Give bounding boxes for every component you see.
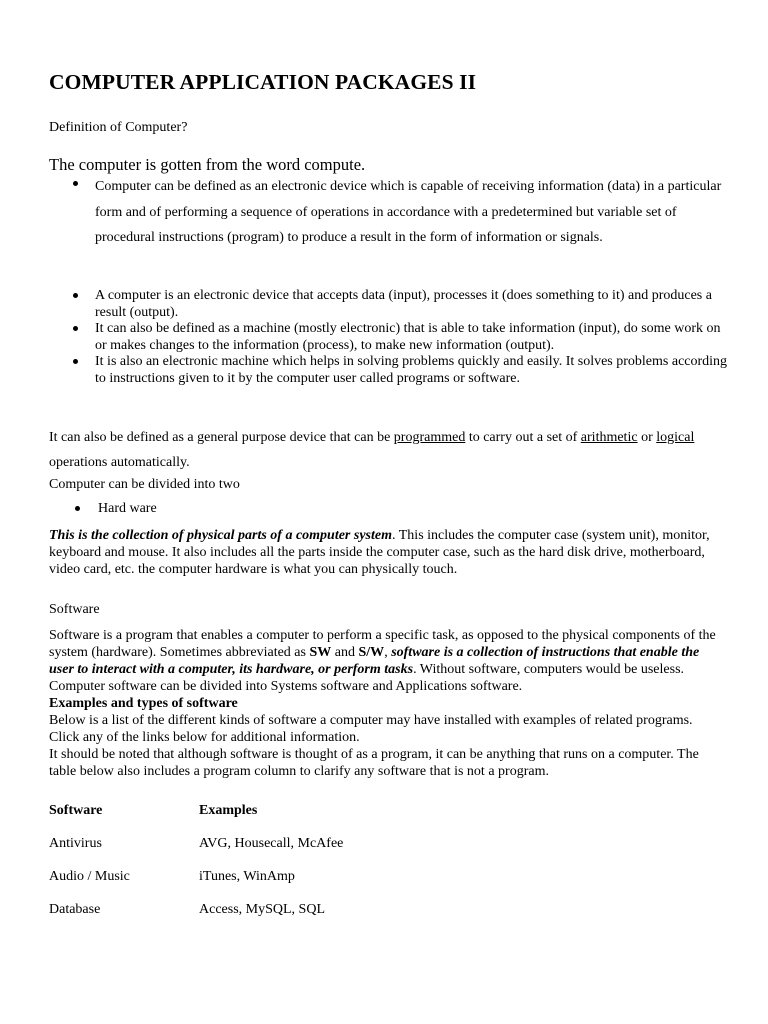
arithmetic-link[interactable]: arithmetic — [580, 430, 638, 445]
examples-heading: Examples and types of software — [49, 696, 238, 711]
hardware-paragraph — [49, 527, 724, 578]
software-paragraph — [49, 627, 724, 780]
bullet-item: Computer can be defined as an electronic device which is capable of receiving information (data) in a particular form and of performing a sequence of operations in accordance with a predetermined but variable set of procedural instructions (program) to produce a result in the form of information or signals. — [49, 174, 728, 251]
table-row — [49, 901, 343, 934]
software-list-intro: Below is a list of the different kinds of software a computer may have installed with examples of related programs. Click any of the links below for additional information. — [49, 713, 693, 745]
general-purpose-paragraph — [49, 425, 724, 475]
column-header-examples: Examples — [199, 803, 258, 818]
text-run: Software is a program that enables a computer to perform a specific task, as opposed to the physical components of the system (hardware). Sometimes abbreviated as — [49, 628, 716, 660]
text-run: , — [384, 645, 392, 660]
software-definition-emphasis: software is a collection of instructions that enable the user to interact with a computer, its hardware, or perform tasks — [49, 645, 700, 677]
examples-cell: Access, MySQL, SQL — [199, 902, 325, 917]
s-w-abbreviation: S/W — [358, 645, 385, 660]
text-run: operations automatically. — [49, 455, 190, 470]
divided-into-text: Computer can be divided into two — [49, 477, 240, 492]
text-run: . Without software, computers would be useless. Computer software can be divided into Systems software and Applications software. — [49, 662, 685, 694]
table-row — [49, 835, 343, 868]
software-examples-table — [49, 802, 343, 934]
text-run: . This includes the computer case (system unit), monitor, keyboard and mouse. It also includes all the parts inside the computer case, such as the hard disk drive, motherboard, video card, etc. the computer hardware is what you can physically touch. — [49, 528, 710, 577]
software-program-note: It should be noted that although software is thought of as a program, it can be anything that runs on a computer. The table below also includes a program column to clarify any software that is not a program. — [49, 747, 699, 779]
text-run: and — [331, 645, 359, 660]
sw-abbreviation: SW — [309, 645, 332, 660]
definition-question: Definition of Computer? — [49, 120, 188, 135]
logical-link[interactable]: logical — [656, 430, 695, 445]
software-cell: Database — [49, 902, 101, 917]
software-heading: Software — [49, 602, 100, 617]
text-run: or — [637, 430, 657, 445]
software-cell: Audio / Music — [49, 869, 130, 884]
bullet-item: It is also an electronic machine which helps in solving problems quickly and easily. It solves problems according to instructions given to it by the computer user called programs or software. — [49, 354, 728, 387]
examples-cell: AVG, Housecall, McAfee — [199, 836, 344, 851]
lead-sentence: The computer is gotten from the word compute. — [49, 155, 366, 174]
hardware-bullet: Hard ware — [49, 500, 157, 517]
text-run: It can also be defined as a general purpose device that can be — [49, 430, 394, 445]
bullet-item: It can also be defined as a machine (mostly electronic) that is able to take information (input), do some work on or makes changes to the information (process), to make new information (output). — [49, 321, 728, 354]
text-run: to carry out a set of — [465, 430, 581, 445]
examples-cell: iTunes, WinAmp — [199, 869, 295, 884]
definition-bullets-primary — [49, 174, 728, 251]
table-row — [49, 868, 343, 901]
table-header-row — [49, 802, 343, 835]
bullet-item: A computer is an electronic device that accepts data (input), processes it (does something to it) and produces a result (output). — [49, 288, 728, 321]
hardware-definition-emphasis: This is the collection of physical parts of a computer system — [49, 528, 392, 543]
programmed-link[interactable]: programmed — [393, 430, 466, 445]
definition-bullets-secondary — [49, 288, 728, 387]
document-title: COMPUTER APPLICATION PACKAGES II — [49, 70, 477, 94]
software-cell: Antivirus — [49, 836, 102, 851]
column-header-software: Software — [49, 803, 103, 818]
